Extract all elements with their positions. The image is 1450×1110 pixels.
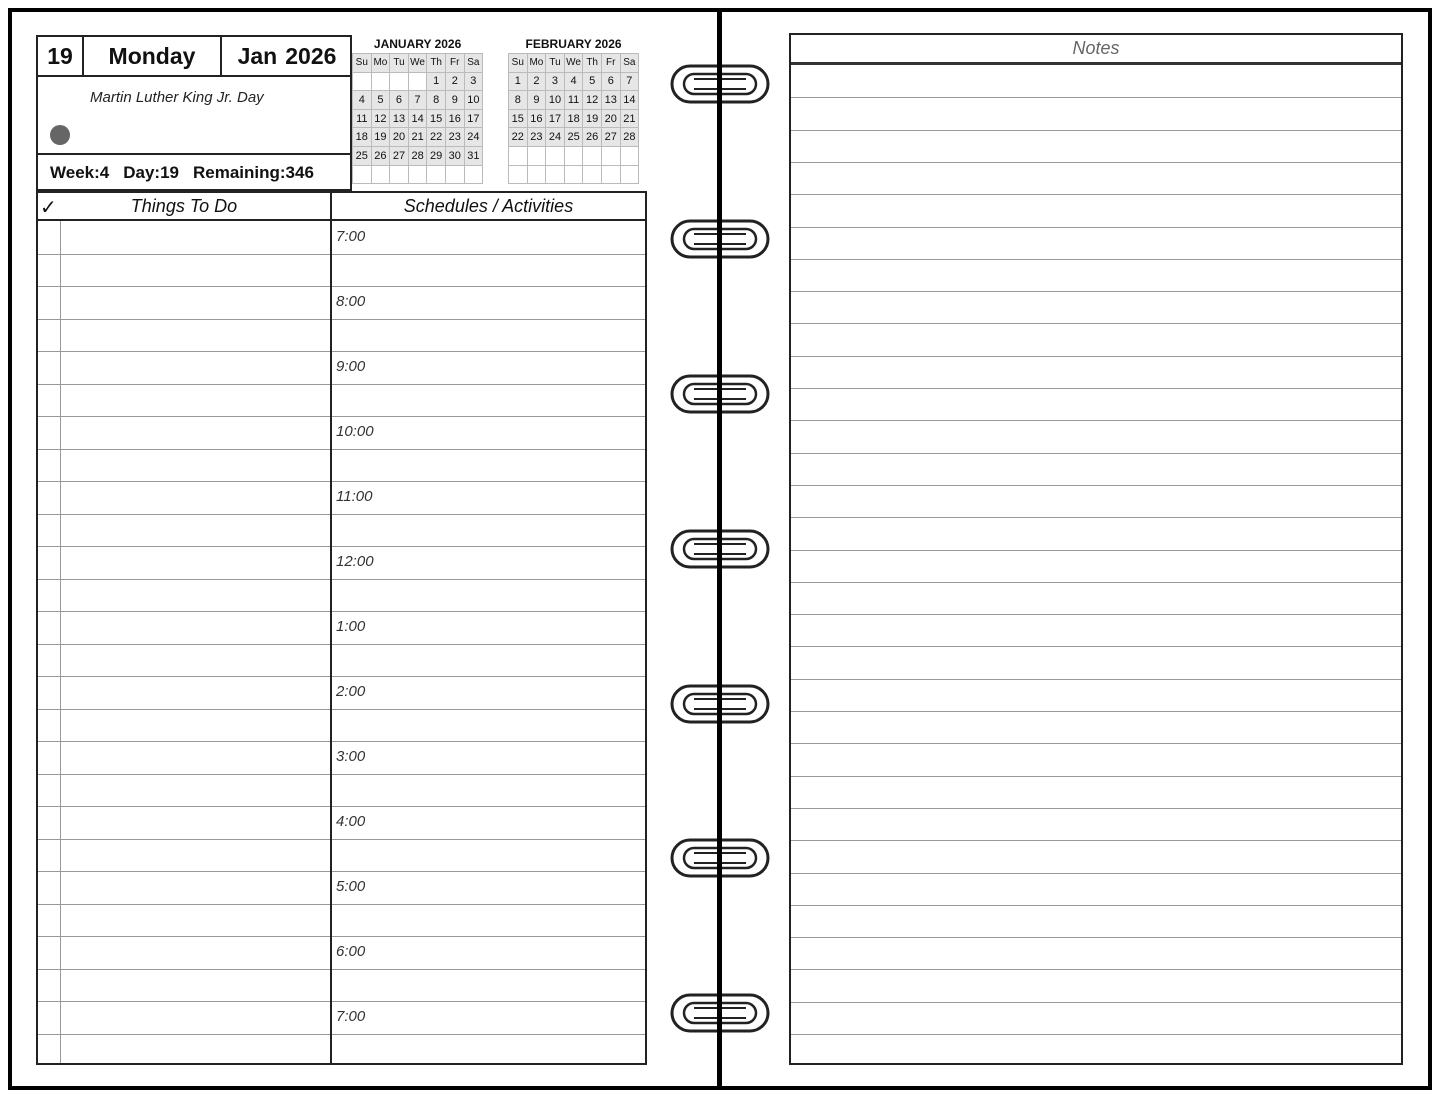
notes-line xyxy=(791,937,1401,938)
binder-ring-icon xyxy=(668,372,772,416)
ruled-line xyxy=(332,319,645,320)
calendar-day-cell: 31 xyxy=(464,146,483,165)
calendar-week-row xyxy=(509,128,639,147)
binder-ring-icon xyxy=(668,62,772,106)
ruled-line xyxy=(332,871,645,872)
calendar-day-cell xyxy=(445,165,464,184)
ruled-line xyxy=(38,839,330,840)
calendar-day-cell xyxy=(527,165,546,184)
time-slot-label: 10:00 xyxy=(336,423,374,440)
calendar-week-row xyxy=(353,146,483,165)
calendar-week-row xyxy=(509,165,639,184)
calendar-day-cell xyxy=(371,72,390,91)
calendar-day-cell: 27 xyxy=(601,128,620,147)
ruled-line xyxy=(332,351,645,352)
calendar-week-row xyxy=(353,109,483,128)
weekday-header-cell: Th xyxy=(583,54,602,73)
mini-calendar-title: JANUARY 2026 xyxy=(373,37,462,51)
notes-line xyxy=(791,485,1401,486)
schedule-column xyxy=(330,191,647,1065)
calendar-day-cell xyxy=(601,146,620,165)
things-to-do-header xyxy=(36,191,332,221)
calendar-day-cell: 22 xyxy=(427,128,446,147)
calendar-day-cell xyxy=(464,165,483,184)
calendar-week-row xyxy=(509,72,639,91)
calendar-day-cell: 21 xyxy=(408,128,427,147)
ruled-line xyxy=(38,741,330,742)
ruled-line xyxy=(38,384,330,385)
month-year xyxy=(222,37,352,75)
notes-line xyxy=(791,1002,1401,1003)
ruled-line xyxy=(332,514,645,515)
calendar-day-cell: 2 xyxy=(445,72,464,91)
calendar-day-cell: 16 xyxy=(445,109,464,128)
calendar-day-cell: 3 xyxy=(546,72,565,91)
ruled-line xyxy=(332,806,645,807)
notes-line xyxy=(791,453,1401,454)
notes-title: Notes xyxy=(1072,38,1120,58)
calendar-day-cell: 1 xyxy=(509,72,528,91)
binder-ring-icon xyxy=(668,527,772,571)
notes-line xyxy=(791,291,1401,292)
ruled-line xyxy=(332,839,645,840)
ruled-line xyxy=(332,481,645,482)
calendar-week-row xyxy=(509,91,639,110)
calendar-day-cell: 6 xyxy=(601,72,620,91)
calendar-day-cell: 18 xyxy=(353,128,372,147)
calendar-day-cell: 23 xyxy=(445,128,464,147)
notes-line xyxy=(791,227,1401,228)
ruled-line xyxy=(332,384,645,385)
ruled-line xyxy=(38,806,330,807)
calendar-week-row xyxy=(353,72,483,91)
notes-line xyxy=(791,388,1401,389)
notes-line xyxy=(791,679,1401,680)
notes-line xyxy=(791,808,1401,809)
ruled-line xyxy=(38,579,330,580)
weekday-header-row xyxy=(509,54,639,73)
calendar-day-cell: 10 xyxy=(464,91,483,110)
ruled-line xyxy=(332,969,645,970)
time-slot-label: 5:00 xyxy=(336,878,366,895)
binder-ring-icon xyxy=(668,682,772,726)
calendar-day-cell: 13 xyxy=(601,91,620,110)
ruled-line xyxy=(38,286,330,287)
weekday-header-cell: We xyxy=(564,54,583,73)
ruled-line xyxy=(332,579,645,580)
weekday-header-cell: Mo xyxy=(371,54,390,73)
calendar-day-cell: 15 xyxy=(427,109,446,128)
weekday-header-cell: Mo xyxy=(527,54,546,73)
time-slot-label: 4:00 xyxy=(336,813,366,830)
ruled-line xyxy=(38,774,330,775)
calendar-day-cell: 16 xyxy=(527,109,546,128)
day-number: 19 xyxy=(38,37,84,75)
calendar-day-cell: 12 xyxy=(583,91,602,110)
notes-line xyxy=(791,97,1401,98)
date-header xyxy=(36,35,352,191)
calendar-day-cell: 26 xyxy=(371,146,390,165)
calendar-day-cell xyxy=(371,165,390,184)
ruled-line xyxy=(38,936,330,937)
mini-calendar-february xyxy=(508,36,639,184)
calendar-day-cell: 5 xyxy=(583,72,602,91)
notes-header xyxy=(791,35,1401,65)
notes-line xyxy=(791,743,1401,744)
calendar-day-cell: 9 xyxy=(445,91,464,110)
schedule-header xyxy=(330,191,647,221)
weekday-header-cell: Sa xyxy=(620,54,639,73)
ruled-line xyxy=(332,611,645,612)
binder-ring-icon xyxy=(668,991,772,1035)
calendar-day-cell: 7 xyxy=(408,91,427,110)
calendar-week-row xyxy=(509,146,639,165)
ruled-line xyxy=(38,319,330,320)
mini-calendar-title: FEBRUARY 2026 xyxy=(525,37,622,51)
calendar-day-cell: 20 xyxy=(390,128,409,147)
weekday-header-cell: Su xyxy=(509,54,528,73)
calendar-day-cell: 11 xyxy=(353,109,372,128)
calendar-day-cell: 5 xyxy=(371,91,390,110)
calendar-day-cell: 15 xyxy=(509,109,528,128)
schedule-title: Schedules / Activities xyxy=(403,195,574,216)
calendar-day-cell: 27 xyxy=(390,146,409,165)
ruled-line xyxy=(38,481,330,482)
calendar-day-cell: 2 xyxy=(527,72,546,91)
calendar-day-cell xyxy=(583,165,602,184)
mini-calendar-january xyxy=(352,36,483,184)
time-slot-label: 7:00 xyxy=(336,1008,366,1025)
calendar-day-cell: 21 xyxy=(620,109,639,128)
moon-phase-icon xyxy=(50,125,70,145)
notes-line xyxy=(791,194,1401,195)
calendar-day-cell: 29 xyxy=(427,146,446,165)
time-slot-label: 12:00 xyxy=(336,553,374,570)
calendar-day-cell: 30 xyxy=(445,146,464,165)
notes-line xyxy=(791,905,1401,906)
notes-line xyxy=(791,130,1401,131)
ruled-line xyxy=(38,871,330,872)
ruled-line xyxy=(332,1001,645,1002)
ruled-line xyxy=(38,904,330,905)
notes-line xyxy=(791,356,1401,357)
weekday-header-cell: Th xyxy=(427,54,446,73)
weekday-header-cell: We xyxy=(408,54,427,73)
calendar-day-cell: 19 xyxy=(583,109,602,128)
time-slot-label: 11:00 xyxy=(336,488,373,505)
calendar-day-cell xyxy=(583,146,602,165)
time-slot-label: 8:00 xyxy=(336,293,366,310)
time-slot-label: 9:00 xyxy=(336,358,366,375)
mini-calendar-grid xyxy=(508,53,639,184)
weekday-header-cell: Tu xyxy=(390,54,409,73)
calendar-day-cell: 26 xyxy=(583,128,602,147)
notes-line xyxy=(791,776,1401,777)
calendar-day-cell: 11 xyxy=(564,91,583,110)
calendar-day-cell: 18 xyxy=(564,109,583,128)
calendar-day-cell: 9 xyxy=(527,91,546,110)
calendar-day-cell: 1 xyxy=(427,72,446,91)
calendar-day-cell: 19 xyxy=(371,128,390,147)
calendar-day-cell xyxy=(564,146,583,165)
calendar-day-cell: 3 xyxy=(464,72,483,91)
notes-line xyxy=(791,162,1401,163)
ruled-line xyxy=(38,449,330,450)
things-to-do-column xyxy=(36,191,332,1065)
calendar-day-cell xyxy=(408,72,427,91)
calendar-day-cell: 17 xyxy=(546,109,565,128)
calendar-week-row xyxy=(353,91,483,110)
things-to-do-title: Things To Do xyxy=(130,195,238,216)
week-count: Week:4 xyxy=(50,163,110,182)
weekday-header-cell: Sa xyxy=(464,54,483,73)
ruled-line xyxy=(332,286,645,287)
calendar-day-cell xyxy=(353,72,372,91)
calendar-day-cell xyxy=(509,146,528,165)
calendar-day-cell: 13 xyxy=(390,109,409,128)
ruled-line xyxy=(332,709,645,710)
calendar-day-cell xyxy=(390,165,409,184)
calendar-day-cell: 14 xyxy=(408,109,427,128)
time-slot-label: 6:00 xyxy=(336,943,366,960)
notes-line xyxy=(791,840,1401,841)
ruled-line xyxy=(332,904,645,905)
time-slot-label: 1:00 xyxy=(336,618,366,635)
calendar-day-cell: 8 xyxy=(509,91,528,110)
notes-line xyxy=(791,969,1401,970)
notes-line xyxy=(791,614,1401,615)
calendar-week-row xyxy=(509,109,639,128)
ruled-line xyxy=(38,514,330,515)
calendar-day-cell: 8 xyxy=(427,91,446,110)
notes-line xyxy=(791,259,1401,260)
calendar-day-cell xyxy=(527,146,546,165)
calendar-week-row xyxy=(353,128,483,147)
ruled-line xyxy=(332,1034,645,1035)
calendar-day-cell: 4 xyxy=(353,91,372,110)
notes-line xyxy=(791,1034,1401,1035)
ruled-line xyxy=(332,676,645,677)
ruled-line xyxy=(332,644,645,645)
binder-ring-icon xyxy=(668,217,772,261)
calendar-day-cell xyxy=(390,72,409,91)
calendar-day-cell: 24 xyxy=(464,128,483,147)
time-slot-label: 3:00 xyxy=(336,748,366,765)
calendar-day-cell: 20 xyxy=(601,109,620,128)
calendar-day-cell: 10 xyxy=(546,91,565,110)
notes-line xyxy=(791,873,1401,874)
notes-line xyxy=(791,323,1401,324)
ruled-line xyxy=(332,254,645,255)
calendar-day-cell xyxy=(564,165,583,184)
mini-calendar-grid xyxy=(352,53,483,184)
calendar-day-cell: 25 xyxy=(353,146,372,165)
calendar-day-cell: 4 xyxy=(564,72,583,91)
notes-line xyxy=(791,646,1401,647)
ruled-line xyxy=(38,416,330,417)
ruled-line xyxy=(38,676,330,677)
ruled-line xyxy=(332,774,645,775)
calendar-day-cell: 12 xyxy=(371,109,390,128)
time-slot-label: 7:00 xyxy=(336,228,366,245)
calendar-day-cell: 28 xyxy=(620,128,639,147)
notes-line xyxy=(791,550,1401,551)
holiday-label: Martin Luther King Jr. Day xyxy=(90,89,264,106)
calendar-day-cell xyxy=(408,165,427,184)
calendar-day-cell: 17 xyxy=(464,109,483,128)
year: 2026 xyxy=(285,42,337,69)
binder-ring-icon xyxy=(668,836,772,880)
notes-panel xyxy=(789,33,1403,1065)
calendar-day-cell: 22 xyxy=(509,128,528,147)
ruled-line xyxy=(332,741,645,742)
calendar-day-cell: 24 xyxy=(546,128,565,147)
days-remaining: Remaining:346 xyxy=(192,163,314,182)
ruled-line xyxy=(332,416,645,417)
calendar-day-cell: 25 xyxy=(564,128,583,147)
ruled-line xyxy=(38,644,330,645)
checkmark-icon: ✓ xyxy=(40,197,57,219)
calendar-week-row xyxy=(353,165,483,184)
calendar-day-cell xyxy=(546,146,565,165)
notes-line xyxy=(791,420,1401,421)
month: Jan xyxy=(237,42,278,69)
weekday: Monday xyxy=(84,37,222,75)
ruled-line xyxy=(332,449,645,450)
day-stats xyxy=(38,153,350,191)
weekday-header-cell: Su xyxy=(353,54,372,73)
ruled-line xyxy=(38,709,330,710)
ruled-line xyxy=(38,1001,330,1002)
ruled-line xyxy=(332,546,645,547)
calendar-day-cell xyxy=(427,165,446,184)
ruled-line xyxy=(38,254,330,255)
weekday-header-cell: Tu xyxy=(546,54,565,73)
ruled-line xyxy=(38,611,330,612)
ruled-line xyxy=(38,351,330,352)
weekday-header-cell: Fr xyxy=(445,54,464,73)
notes-line xyxy=(791,711,1401,712)
ruled-line xyxy=(38,546,330,547)
day-of-year: Day:19 xyxy=(123,163,179,182)
calendar-day-cell xyxy=(601,165,620,184)
calendar-day-cell: 7 xyxy=(620,72,639,91)
calendar-day-cell xyxy=(353,165,372,184)
calendar-day-cell: 14 xyxy=(620,91,639,110)
weekday-header-row xyxy=(353,54,483,73)
ruled-line xyxy=(38,969,330,970)
calendar-day-cell: 6 xyxy=(390,91,409,110)
notes-line xyxy=(791,582,1401,583)
calendar-day-cell xyxy=(509,165,528,184)
ruled-line xyxy=(38,1034,330,1035)
calendar-day-cell xyxy=(620,146,639,165)
date-row xyxy=(38,37,350,77)
ruled-line xyxy=(332,936,645,937)
time-slot-label: 2:00 xyxy=(336,683,366,700)
calendar-day-cell xyxy=(546,165,565,184)
weekday-header-cell: Fr xyxy=(601,54,620,73)
notes-line xyxy=(791,517,1401,518)
calendar-day-cell: 23 xyxy=(527,128,546,147)
calendar-day-cell: 28 xyxy=(408,146,427,165)
calendar-day-cell xyxy=(620,165,639,184)
